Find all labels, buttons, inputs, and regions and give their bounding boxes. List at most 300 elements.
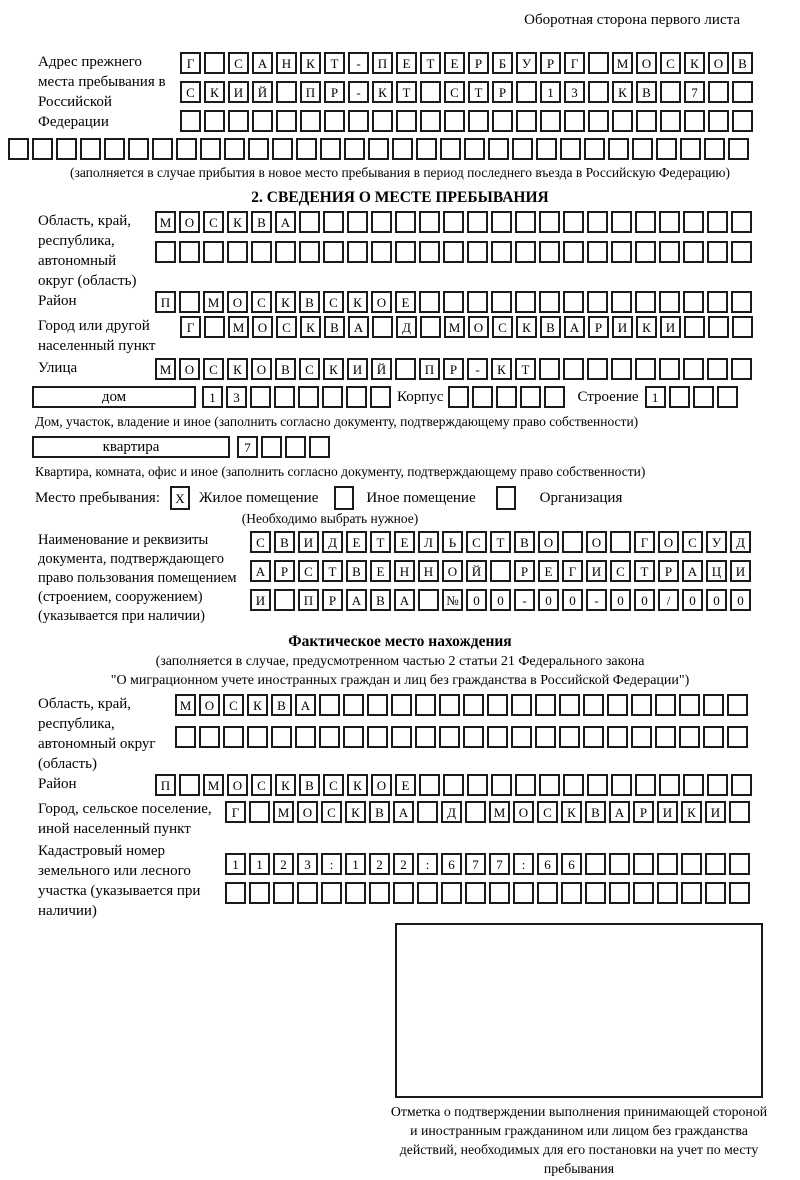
- char-cell: П: [300, 81, 321, 103]
- char-cell: А: [394, 589, 415, 611]
- char-cell: [393, 882, 414, 904]
- char-cell: [492, 110, 513, 132]
- char-cell: К: [347, 291, 368, 313]
- char-cell: С: [323, 291, 344, 313]
- char-cell: [679, 694, 700, 716]
- char-cell: [680, 138, 701, 160]
- char-cell: 3: [226, 386, 247, 408]
- char-cell: [732, 81, 753, 103]
- char-cell: [609, 882, 630, 904]
- char-cell: [224, 138, 245, 160]
- char-cell: [536, 138, 557, 160]
- char-cell: [562, 531, 583, 553]
- char-cell: В: [299, 291, 320, 313]
- char-cell: В: [271, 694, 292, 716]
- actual-district-row: [155, 774, 752, 796]
- char-cell: П: [298, 589, 319, 611]
- char-cell: Л: [418, 531, 439, 553]
- document-label: Наименование и реквизиты документа, подтверждающего право пользования помещением (строением, сооружением) (указывается при наличии): [38, 532, 237, 624]
- char-cell: -: [586, 589, 607, 611]
- char-cell: [491, 774, 512, 796]
- char-cell: О: [513, 801, 534, 823]
- char-cell: [659, 211, 680, 233]
- char-cell: [276, 110, 297, 132]
- char-cell: [515, 241, 536, 263]
- actual-district-label: Район: [38, 776, 77, 792]
- char-cell: 1: [540, 81, 561, 103]
- char-cell: С: [321, 801, 342, 823]
- char-cell: [681, 882, 702, 904]
- char-cell: [611, 774, 632, 796]
- char-cell: Г: [225, 801, 246, 823]
- char-cell: И: [347, 358, 368, 380]
- char-cell: В: [346, 560, 367, 582]
- char-cell: [539, 291, 560, 313]
- char-cell: [179, 774, 200, 796]
- char-cell: [539, 241, 560, 263]
- char-cell: 1: [225, 853, 246, 875]
- char-cell: И: [250, 589, 271, 611]
- char-cell: 6: [441, 853, 462, 875]
- char-cell: С: [299, 358, 320, 380]
- actual-region-row-1: [175, 694, 748, 716]
- char-cell: [203, 241, 224, 263]
- house-row: [0, 386, 800, 408]
- char-cell: Р: [468, 52, 489, 74]
- char-cell: [180, 110, 201, 132]
- char-cell: М: [155, 211, 176, 233]
- char-cell: [681, 853, 702, 875]
- char-cell: О: [538, 531, 559, 553]
- char-cell: [657, 882, 678, 904]
- char-cell: [346, 386, 367, 408]
- char-cell: С: [660, 52, 681, 74]
- char-cell: 0: [466, 589, 487, 611]
- char-cell: [368, 138, 389, 160]
- char-cell: С: [298, 560, 319, 582]
- char-cell: [343, 726, 364, 748]
- char-cell: В: [732, 52, 753, 74]
- prev-address-label: Адрес прежнего места пребывания в Российской Федерации: [38, 54, 166, 130]
- char-cell: [703, 694, 724, 716]
- char-cell: [561, 882, 582, 904]
- char-cell: [563, 241, 584, 263]
- char-cell: О: [371, 291, 392, 313]
- char-cell: [631, 726, 652, 748]
- actual-location-note-2: "О миграционном учете иностранных граждан и лиц без гражданства в Российской Федерации"): [110, 673, 690, 688]
- char-cell: [633, 882, 654, 904]
- document-block: [0, 531, 800, 626]
- char-cell: [491, 291, 512, 313]
- confirmation-stamp-box: [395, 923, 763, 1098]
- char-cell: [419, 291, 440, 313]
- char-cell: И: [612, 316, 633, 338]
- actual-city-block: [0, 799, 800, 839]
- char-cell: [729, 801, 750, 823]
- char-cell: С: [251, 291, 272, 313]
- char-cell: [228, 110, 249, 132]
- char-cell: К: [491, 358, 512, 380]
- char-cell: [703, 726, 724, 748]
- char-cell: Т: [396, 81, 417, 103]
- char-cell: [321, 882, 342, 904]
- char-cell: [444, 110, 465, 132]
- char-cell: К: [204, 81, 225, 103]
- char-cell: [80, 138, 101, 160]
- char-cell: [511, 726, 532, 748]
- apartment-number-cells: [237, 436, 330, 458]
- char-cell: И: [586, 560, 607, 582]
- char-cell: [300, 110, 321, 132]
- char-cell: [204, 316, 225, 338]
- char-cell: [587, 358, 608, 380]
- char-cell: -: [348, 52, 369, 74]
- char-cell: П: [155, 774, 176, 796]
- char-cell: С: [444, 81, 465, 103]
- char-cell: [491, 211, 512, 233]
- char-cell: К: [300, 52, 321, 74]
- char-cell: О: [371, 774, 392, 796]
- char-cell: Р: [514, 560, 535, 582]
- char-cell: [370, 386, 391, 408]
- stay-option-other-checkbox: [334, 486, 354, 510]
- char-cell: С: [223, 694, 244, 716]
- char-cell: В: [299, 774, 320, 796]
- char-cell: :: [321, 853, 342, 875]
- char-cell: [199, 726, 220, 748]
- char-cell: С: [682, 531, 703, 553]
- char-cell: 1: [249, 853, 270, 875]
- prev-address-block: [0, 52, 800, 132]
- char-cell: [417, 801, 438, 823]
- char-cell: [559, 726, 580, 748]
- char-cell: №: [442, 589, 463, 611]
- char-cell: [559, 694, 580, 716]
- char-cell: Т: [634, 560, 655, 582]
- char-cell: [261, 436, 282, 458]
- char-cell: Е: [396, 52, 417, 74]
- confirmation-area: [390, 923, 768, 1178]
- char-cell: [683, 358, 704, 380]
- char-cell: [727, 694, 748, 716]
- char-cell: [731, 358, 752, 380]
- char-cell: [587, 291, 608, 313]
- city-row: [180, 316, 753, 338]
- char-cell: [490, 560, 511, 582]
- char-cell: С: [250, 531, 271, 553]
- char-cell: П: [155, 291, 176, 313]
- char-cell: 6: [561, 853, 582, 875]
- actual-region-label: Область, край, республика, автономный округ (область): [38, 696, 156, 772]
- char-cell: Р: [540, 52, 561, 74]
- char-cell: [419, 774, 440, 796]
- char-cell: [609, 853, 630, 875]
- char-cell: Б: [492, 52, 513, 74]
- char-cell: К: [516, 316, 537, 338]
- char-cell: 7: [465, 853, 486, 875]
- char-cell: А: [250, 560, 271, 582]
- prev-address-row-2: [180, 81, 753, 103]
- char-cell: О: [468, 316, 489, 338]
- char-cell: [607, 694, 628, 716]
- char-cell: [298, 386, 319, 408]
- char-cell: [323, 211, 344, 233]
- char-cell: [657, 853, 678, 875]
- char-cell: [707, 291, 728, 313]
- char-cell: [463, 694, 484, 716]
- char-cell: [656, 138, 677, 160]
- char-cell: [707, 241, 728, 263]
- char-cell: [417, 882, 438, 904]
- char-cell: [563, 774, 584, 796]
- char-cell: [732, 110, 753, 132]
- char-cell: [372, 110, 393, 132]
- char-cell: В: [540, 316, 561, 338]
- char-cell: [669, 386, 690, 408]
- char-cell: 0: [562, 589, 583, 611]
- char-cell: С: [180, 81, 201, 103]
- confirmation-note: Отметка о подтверждении выполнения принимающей стороной и иностранным гражданином или лицом без гражданства действий, необходимых для его постановки на учет по месту пребывания: [390, 1104, 768, 1176]
- char-cell: М: [228, 316, 249, 338]
- char-cell: [155, 241, 176, 263]
- apartment-row: [0, 436, 800, 458]
- char-cell: [271, 726, 292, 748]
- char-cell: М: [489, 801, 510, 823]
- char-cell: [632, 138, 653, 160]
- char-cell: 0: [610, 589, 631, 611]
- district-row: [155, 291, 752, 313]
- char-cell: [443, 241, 464, 263]
- char-cell: [324, 110, 345, 132]
- char-cell: [440, 138, 461, 160]
- char-cell: Г: [634, 531, 655, 553]
- char-cell: [693, 386, 714, 408]
- char-cell: О: [227, 774, 248, 796]
- char-cell: К: [345, 801, 366, 823]
- char-cell: 3: [564, 81, 585, 103]
- char-cell: С: [610, 560, 631, 582]
- char-cell: Р: [322, 589, 343, 611]
- char-cell: Р: [633, 801, 654, 823]
- char-cell: [583, 726, 604, 748]
- char-cell: С: [251, 774, 272, 796]
- char-cell: М: [203, 291, 224, 313]
- document-rows: [250, 531, 751, 611]
- char-cell: [635, 211, 656, 233]
- char-cell: 3: [297, 853, 318, 875]
- char-cell: Р: [492, 81, 513, 103]
- actual-location-title: Фактическое место нахождения: [288, 633, 512, 650]
- prev-address-row-4: [8, 138, 800, 160]
- char-cell: [276, 81, 297, 103]
- actual-region-row-2: [175, 726, 748, 748]
- char-cell: [660, 110, 681, 132]
- char-cell: С: [323, 774, 344, 796]
- char-cell: [299, 211, 320, 233]
- char-cell: [540, 110, 561, 132]
- char-cell: Т: [468, 81, 489, 103]
- char-cell: О: [586, 531, 607, 553]
- char-cell: Н: [276, 52, 297, 74]
- char-cell: 7: [237, 436, 258, 458]
- stay-option-organization-checkbox: [496, 486, 516, 510]
- char-cell: И: [705, 801, 726, 823]
- char-cell: [467, 211, 488, 233]
- char-cell: В: [514, 531, 535, 553]
- char-cell: [705, 882, 726, 904]
- char-cell: [448, 386, 469, 408]
- char-cell: А: [609, 801, 630, 823]
- char-cell: [343, 694, 364, 716]
- char-cell: [631, 694, 652, 716]
- char-cell: [563, 211, 584, 233]
- char-cell: [274, 386, 295, 408]
- char-cell: [539, 358, 560, 380]
- char-cell: [732, 316, 753, 338]
- char-cell: [587, 774, 608, 796]
- stroenie-label: Строение: [577, 389, 639, 405]
- char-cell: А: [252, 52, 273, 74]
- section2-title: 2. СВЕДЕНИЯ О МЕСТЕ ПРЕБЫВАНИЯ: [251, 189, 549, 206]
- char-cell: -: [467, 358, 488, 380]
- page-side-note: Оборотная сторона первого листа: [524, 12, 740, 28]
- char-cell: О: [636, 52, 657, 74]
- prev-address-rows: [180, 52, 753, 132]
- char-cell: 1: [645, 386, 666, 408]
- char-cell: [32, 138, 53, 160]
- char-cell: К: [636, 316, 657, 338]
- char-cell: О: [708, 52, 729, 74]
- char-cell: О: [251, 358, 272, 380]
- char-cell: [296, 138, 317, 160]
- char-cell: -: [348, 81, 369, 103]
- document-row-1: [250, 531, 751, 553]
- char-cell: [608, 138, 629, 160]
- char-cell: [704, 138, 725, 160]
- char-cell: К: [347, 774, 368, 796]
- char-cell: М: [155, 358, 176, 380]
- char-cell: [659, 291, 680, 313]
- char-cell: [731, 241, 752, 263]
- char-cell: [708, 316, 729, 338]
- char-cell: [611, 241, 632, 263]
- char-cell: [275, 241, 296, 263]
- char-cell: [487, 726, 508, 748]
- char-cell: Д: [730, 531, 751, 553]
- char-cell: [273, 882, 294, 904]
- char-cell: [272, 138, 293, 160]
- char-cell: [607, 726, 628, 748]
- char-cell: 2: [273, 853, 294, 875]
- char-cell: [441, 882, 462, 904]
- char-cell: [587, 211, 608, 233]
- char-cell: [708, 110, 729, 132]
- char-cell: [223, 726, 244, 748]
- char-cell: Р: [658, 560, 679, 582]
- char-cell: 0: [538, 589, 559, 611]
- char-cell: [274, 589, 295, 611]
- char-cell: [392, 138, 413, 160]
- char-cell: [348, 110, 369, 132]
- char-cell: В: [636, 81, 657, 103]
- cadastral-row-1: [225, 853, 750, 875]
- char-cell: [489, 882, 510, 904]
- char-cell: М: [612, 52, 633, 74]
- char-cell: М: [444, 316, 465, 338]
- cadastral-label: Кадастровый номер земельного или лесного участка (указывается при наличии): [38, 843, 201, 919]
- char-cell: [683, 291, 704, 313]
- char-cell: Г: [564, 52, 585, 74]
- actual-city-label: Город, сельское поселение, иной населенный пункт: [38, 801, 212, 837]
- char-cell: К: [300, 316, 321, 338]
- char-cell: [395, 211, 416, 233]
- char-cell: [707, 211, 728, 233]
- char-cell: [731, 774, 752, 796]
- apartment-type-box: квартира: [32, 436, 230, 458]
- char-cell: [251, 241, 272, 263]
- char-cell: [491, 241, 512, 263]
- char-cell: [727, 726, 748, 748]
- char-cell: [465, 801, 486, 823]
- char-cell: [443, 774, 464, 796]
- char-cell: О: [252, 316, 273, 338]
- char-cell: И: [660, 316, 681, 338]
- char-cell: [344, 138, 365, 160]
- char-cell: [200, 138, 221, 160]
- korpus-label: Корпус: [397, 389, 444, 405]
- char-cell: К: [247, 694, 268, 716]
- stay-type-note: (Необходимо выбрать нужное): [241, 511, 419, 526]
- char-cell: [511, 694, 532, 716]
- char-cell: :: [513, 853, 534, 875]
- char-cell: С: [466, 531, 487, 553]
- char-cell: [128, 138, 149, 160]
- char-cell: [535, 726, 556, 748]
- char-cell: 1: [202, 386, 223, 408]
- char-cell: [175, 726, 196, 748]
- char-cell: Т: [324, 52, 345, 74]
- char-cell: К: [561, 801, 582, 823]
- char-cell: [420, 316, 441, 338]
- char-cell: [611, 291, 632, 313]
- region-label: Область, край, республика, автономный округ (область): [38, 213, 137, 289]
- char-cell: Т: [490, 531, 511, 553]
- char-cell: 0: [682, 589, 703, 611]
- char-cell: О: [297, 801, 318, 823]
- cadastral-rows: [225, 841, 750, 904]
- char-cell: И: [298, 531, 319, 553]
- char-cell: [367, 726, 388, 748]
- prev-address-row-3: [180, 110, 753, 132]
- char-cell: [152, 138, 173, 160]
- char-cell: Г: [180, 52, 201, 74]
- prev-address-row-1: [180, 52, 753, 74]
- char-cell: [587, 241, 608, 263]
- char-cell: С: [228, 52, 249, 74]
- char-cell: [659, 774, 680, 796]
- char-cell: [539, 774, 560, 796]
- char-cell: К: [275, 774, 296, 796]
- char-cell: 0: [634, 589, 655, 611]
- char-cell: [537, 882, 558, 904]
- char-cell: Г: [562, 560, 583, 582]
- char-cell: [564, 110, 585, 132]
- char-cell: [612, 110, 633, 132]
- char-cell: Н: [418, 560, 439, 582]
- char-cell: Й: [466, 560, 487, 582]
- char-cell: [439, 726, 460, 748]
- char-cell: [520, 386, 541, 408]
